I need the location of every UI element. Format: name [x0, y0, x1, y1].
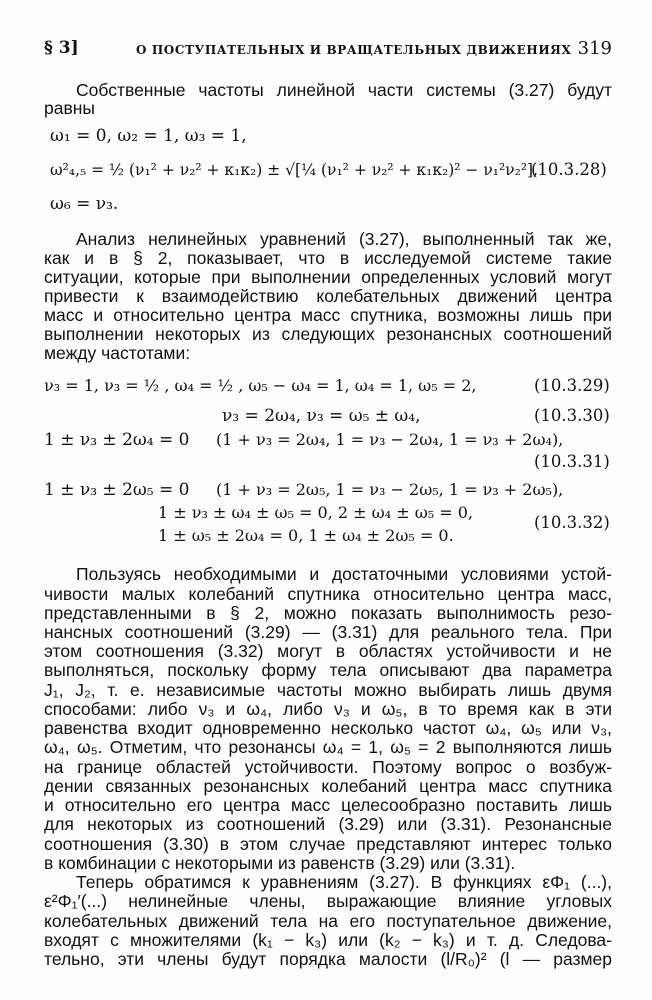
paragraph-line: равны	[44, 98, 96, 118]
paragraph-line: Анализ нелинейных уравнений (3.27), выполненный так же,	[76, 229, 612, 249]
equation-number: (10.3.32)	[534, 513, 610, 532]
equation-resonance-omega5-cases: (1 + ν₃ = 2ω₅, 1 = ν₃ − 2ω₅, 1 = ν₃ + 2ω₅),	[216, 480, 564, 499]
paragraph-line: входят с множителями (k₁ − k₃) или (k₂ − k₃) и т. д. Следова-	[44, 930, 612, 950]
equation-resonance-omega4-cases: (1 + ν₃ = 2ω₄, 1 = ν₃ − 2ω₄, 1 = ν₃ + 2ω₄),	[216, 430, 564, 449]
paragraph-line: равенства входит одновременно несколько частот ω₄, ω₅ или ν₃,	[44, 718, 612, 738]
equation-combination: ν₃ = 2ω₄, ν₃ = ω₅ ± ω₄,	[222, 406, 421, 426]
page-number: 319	[577, 38, 612, 59]
paragraph-line: ω₄, ω₅. Отметим, что резонансы ω₄ = 1, ω₅ = 2 выполняются лишь	[44, 737, 612, 757]
equation-resonance-omega4: 1 ± ν₃ ± 2ω₄ = 0	[44, 430, 190, 450]
paragraph-line: ε²Φ₁′(...) нелинейные члены, выражающие влияние угловых	[44, 891, 612, 911]
paragraph-line: Собственные частоты линейной части системы (3.27) будут	[76, 80, 612, 100]
paragraph-line: в комбинации с некоторыми из равенств (3.29) или (3.31).	[44, 853, 516, 873]
equation-frequencies: ω₁ = 0, ω₂ = 1, ω₃ = 1,	[50, 126, 247, 146]
paragraph-line: колебательных движений тела на его поступательное движение,	[44, 911, 612, 931]
paragraph-line: нансных соотношений (3.29) — (3.31) для реального тела. При	[44, 622, 612, 642]
paragraph-line: соотношения (3.30) в этом случае представляют интерес только	[44, 834, 612, 854]
paragraph-line: Теперь обратимся к уравнениям (3.27). В функциях εΦ₁ (...),	[76, 872, 612, 892]
paragraph-line: масс и относительно центра масс спутника, возможны лишь при	[44, 305, 612, 325]
paragraph-line: выполняться, поскольку форму тела описывают два параметра	[44, 660, 612, 680]
paragraph-line: и относительно его центра масс целесообразно поставить лишь	[44, 795, 612, 815]
paragraph-line: Пользуясь необходимыми и достаточными условиями устой-	[76, 564, 612, 584]
equation-resonance-omega5: 1 ± ν₃ ± 2ω₅ = 0	[44, 480, 190, 500]
equation-combined-resonance: 1 ± ω₅ ± 2ω₄ = 0, 1 ± ω₄ ± 2ω₅ = 0.	[158, 526, 454, 545]
paragraph-line: дении связанных резонансных колебаний центра масс спутника	[44, 776, 612, 796]
paragraph-line: выполнении некоторых из следующих резонансных соотношений	[44, 324, 612, 344]
equation-omega6: ω₆ = ν₃.	[50, 194, 119, 214]
paragraph-line: привести к взаимодействию колебательных движений центра	[44, 286, 612, 306]
paragraph-line: для некоторых из соотношений (3.29) или (3.31). Резонансные	[44, 814, 612, 834]
equation-number: (10.3.31)	[534, 452, 610, 471]
paragraph-line: представленными в § 2, можно показать выполнимость резо-	[44, 603, 612, 623]
paragraph-line: ситуации, которые при выполнении определенных условий могут	[44, 267, 612, 287]
running-header	[44, 38, 612, 64]
running-title: О ПОСТУПАТЕЛЬНЫХ И ВРАЩАТЕЛЬНЫХ ДВИЖЕНИЯХ	[136, 43, 572, 57]
paragraph-line: тельно, эти члены будут порядка малости (l/R₀)² (l — размер	[44, 949, 612, 969]
paragraph-line: чивости малых колебаний спутника относительно центра масс,	[44, 584, 612, 604]
paragraph-line: J₁, J₂, т. е. независимые частоты можно выбирать лишь двумя	[44, 680, 612, 700]
equation-omega45: ω²₄,₅ = ½ (ν₁² + ν₂² + κ₁κ₂) ± √[¼ (ν₁² + ν₂² + κ₁κ₂)² − ν₁²ν₂²],	[50, 161, 539, 179]
paragraph-line: способами: либо ν₃ и ω₄, либо ν₃ и ω₅, в то время как в эти	[44, 699, 612, 719]
section-marker: § 3]	[44, 38, 79, 58]
paragraph-line: на границе областей устойчивости. Поэтому вопрос о возбуж-	[44, 757, 612, 777]
paragraph-line: как и в § 2, показывает, что в исследуемой системе такие	[44, 248, 612, 268]
equation-number: (10.3.28)	[531, 160, 607, 179]
equation-number: (10.3.29)	[534, 376, 610, 395]
equation-resonances: ν₃ = 1, ν₃ = ½ , ω₄ = ½ , ω₅ − ω₄ = 1, ω₄ = 1, ω₅ = 2,	[44, 376, 477, 395]
paragraph-line: между частотами:	[44, 343, 191, 363]
equation-combined-resonance: 1 ± ν₃ ± ω₄ ± ω₅ = 0, 2 ± ω₄ ± ω₅ = 0,	[158, 503, 474, 522]
equation-number: (10.3.30)	[534, 406, 610, 425]
paragraph-line: этом соотношения (3.32) могут в областях устойчивости и не	[44, 641, 612, 661]
